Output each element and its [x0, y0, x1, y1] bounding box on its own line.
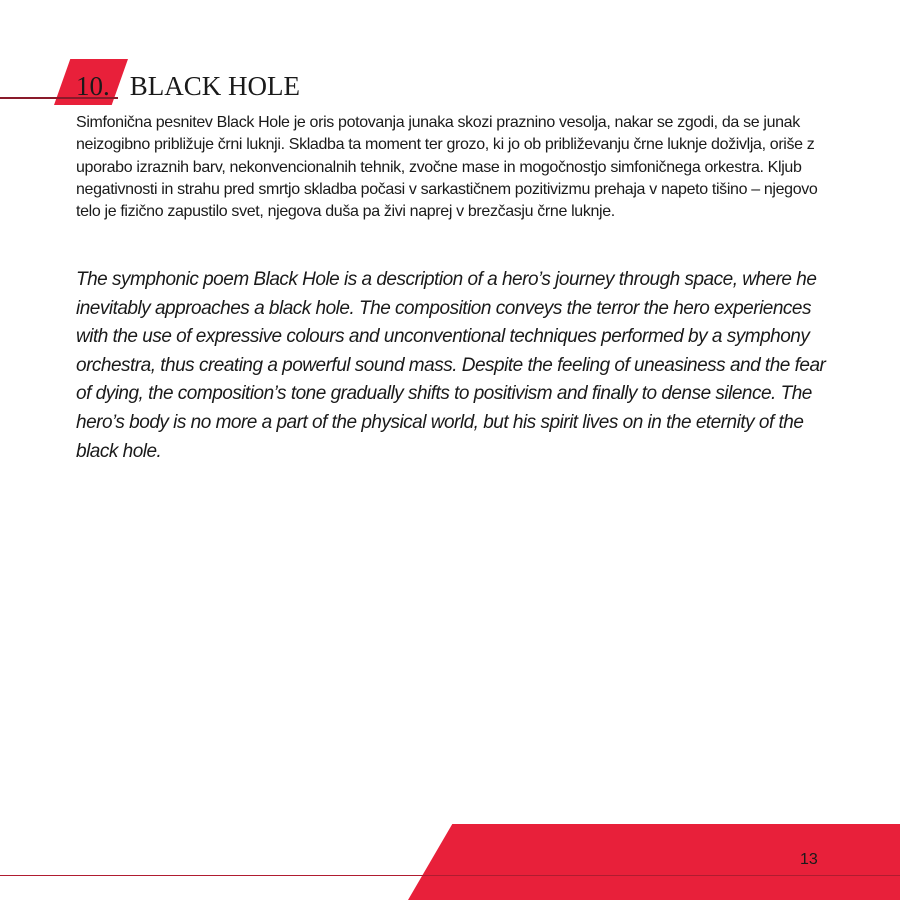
section-number: 10.	[76, 71, 110, 101]
section-heading	[76, 66, 300, 106]
paragraph-english: The symphonic poem Black Hole is a description of a hero’s journey through space, where he inevitably approaches a black hole. The composition conveys the terror the hero experiences with the use of expressive colours and unconventional techniques performed by a symphony orchestra, thus creating a powerful sound mass. Despite the feeling of uneasiness and the fear of dying, the composition’s tone gradually shifts to positivism and finally to dense silence. The hero’s body is no more a part of the physical world, but his spirit lives on in the eternity of the black hole.	[76, 269, 826, 462]
page-number: 13	[800, 851, 818, 868]
section-title: BLACK HOLE	[129, 71, 300, 101]
footer-accent-rule	[0, 875, 900, 876]
paragraph-slovenian: Simfonična pesnitev Black Hole je oris potovanja junaka skozi praznino vesolja, nakar se zgodi, da se junak neizogibno približuje črni luknji. Skladba ta moment ter grozo, ki jo ob približevanju črne luknje doživlja, oriše z uporabo izraznih barv, nekonvencionalnih tehnik, zvočne mase in mogočnostjo simfoničnega orkestra. Kljub negativnosti in strahu pred smrtjo skladba počasi v sarkastičnem pozitivizmu prehaja v napeto tišino – njegovo telo je fizično zapustilo svet, njegova duša pa živi naprej v brezčasju črne luknje.	[76, 114, 818, 221]
